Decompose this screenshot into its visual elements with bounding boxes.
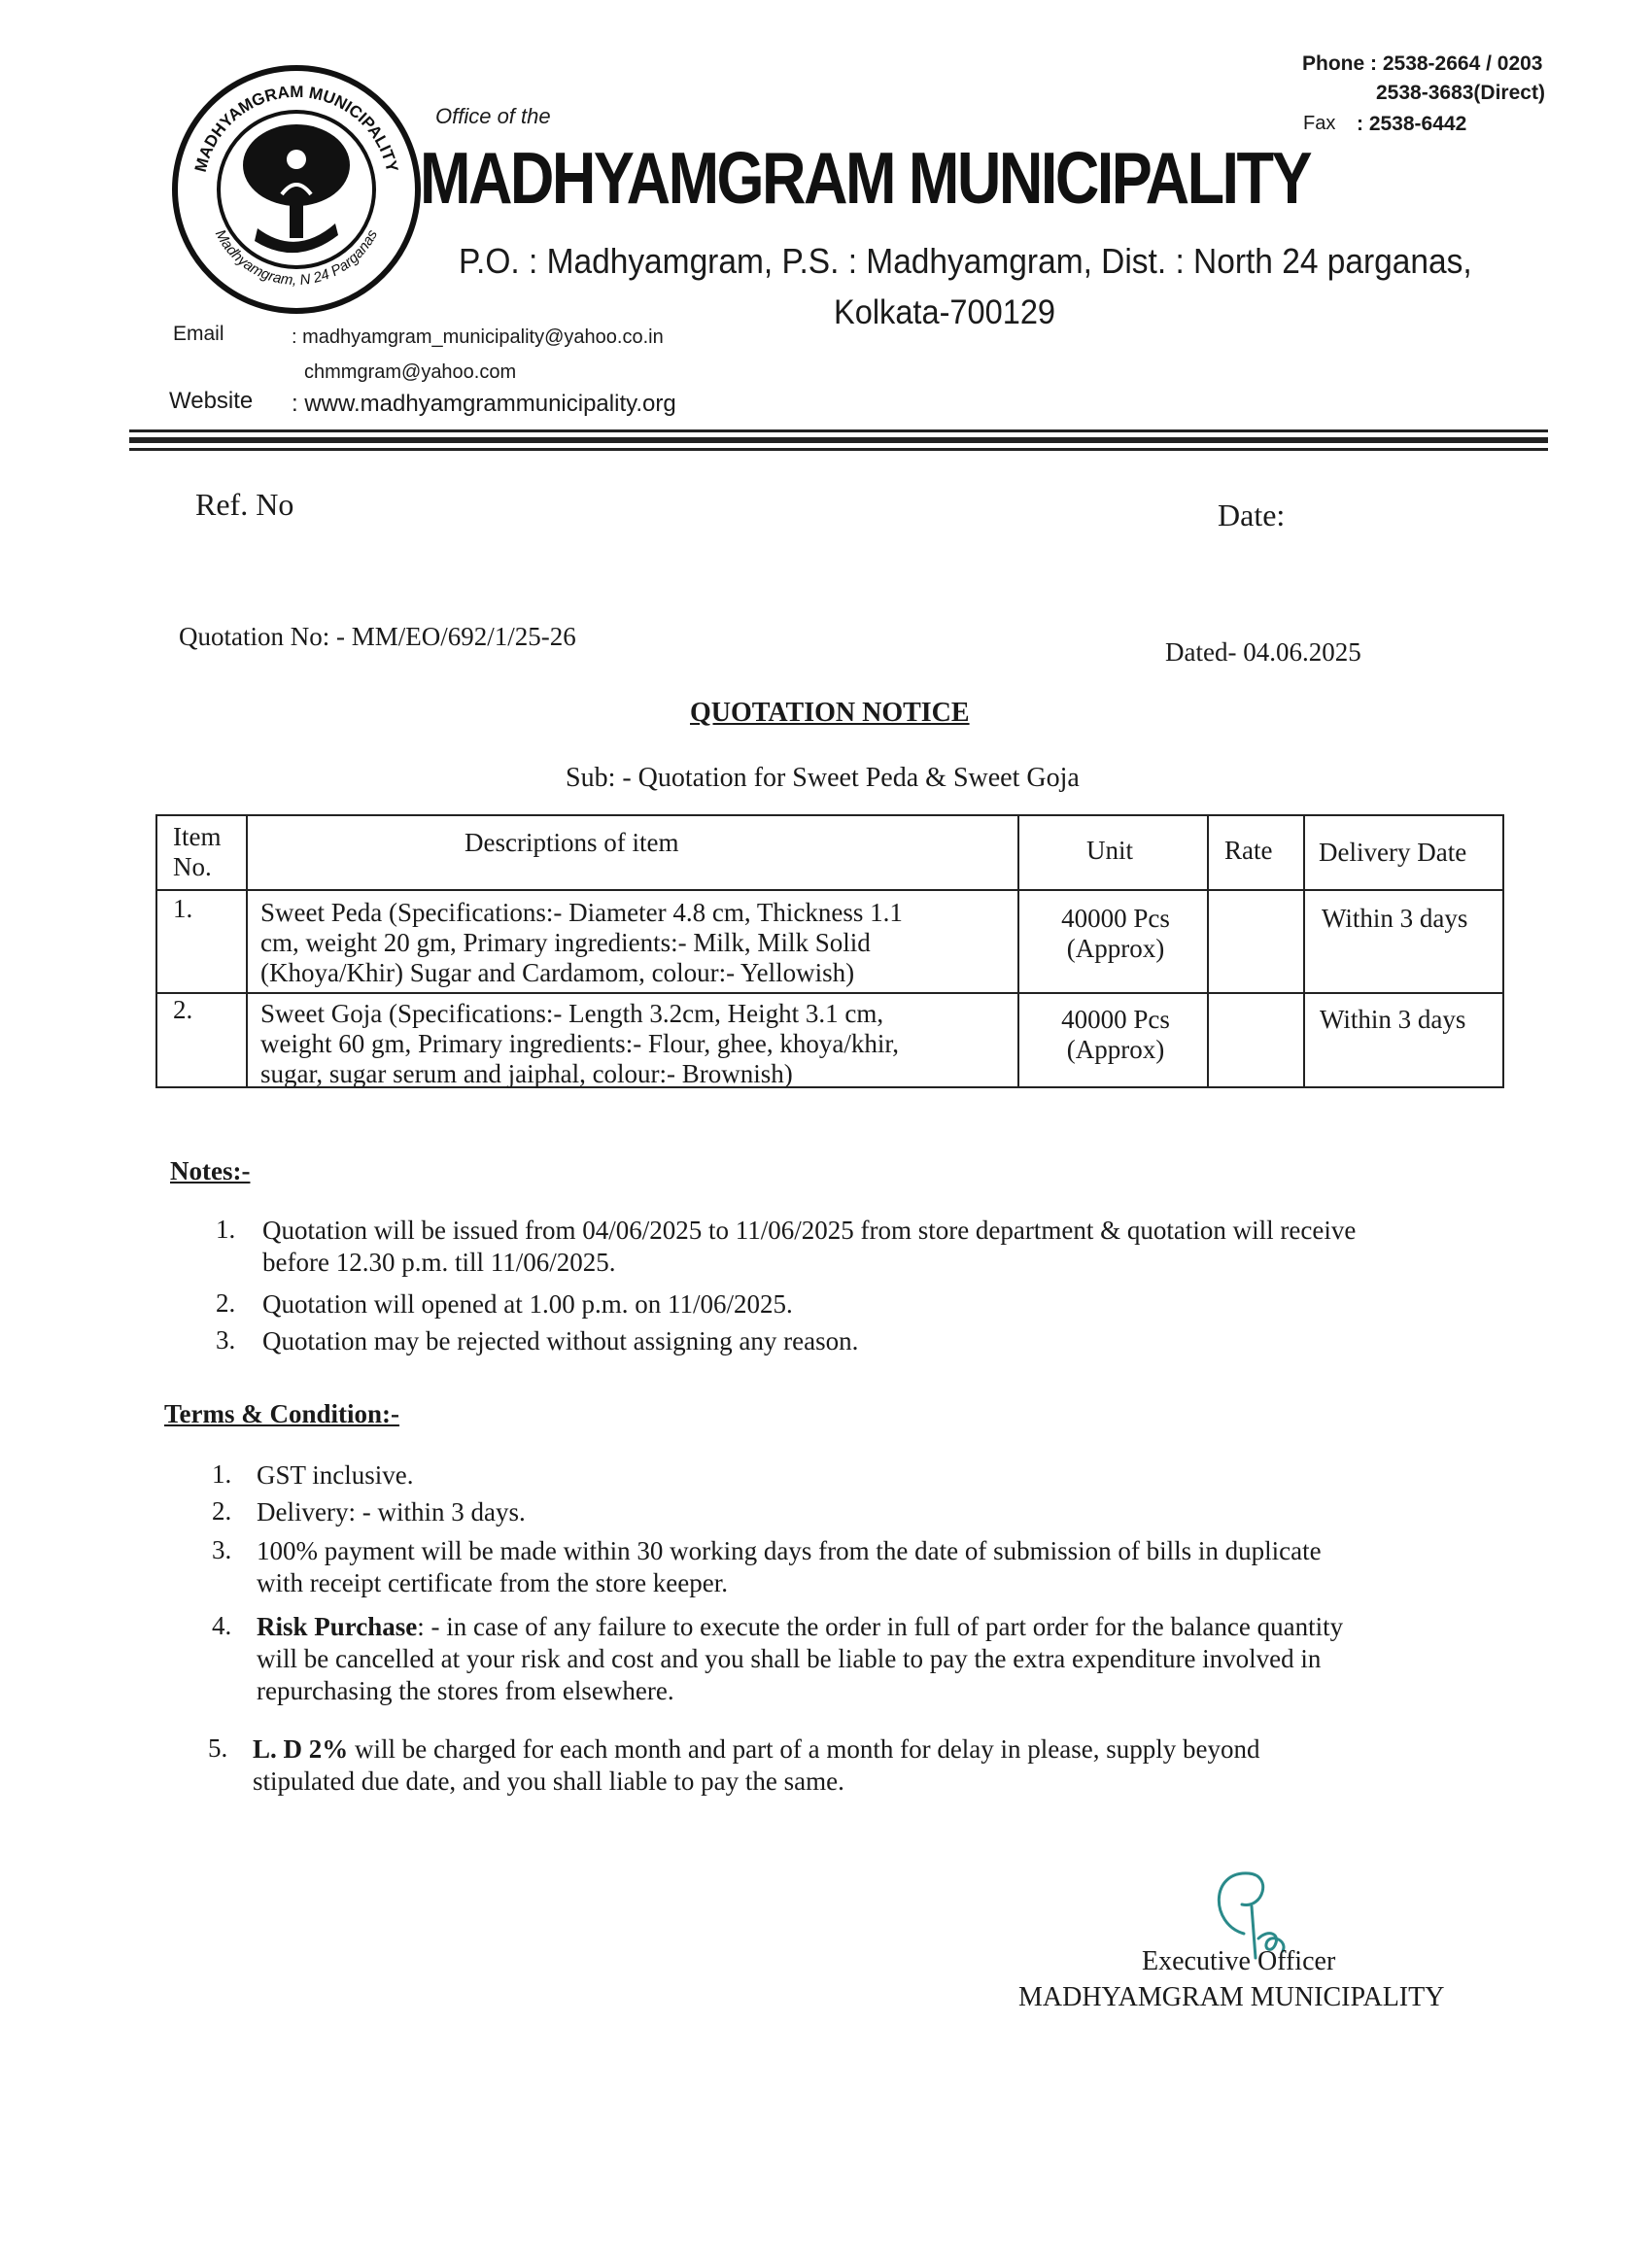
- row1-unit: [1048, 904, 1184, 964]
- terms-item-1-text: GST inclusive.: [257, 1460, 414, 1490]
- notes-item-1-text: [262, 1215, 1356, 1279]
- terms-item-4-line1-text: : - in case of any failure to execute the order in full of part order for the balance quantity: [417, 1612, 1344, 1641]
- terms-item-4-text: [257, 1611, 1343, 1707]
- terms-item-5-line1-text: will be charged for each month and part of a month for delay in please, supply beyond: [348, 1734, 1260, 1764]
- terms-item-5-line1: [253, 1733, 1260, 1766]
- header-rate: Rate: [1224, 836, 1273, 865]
- row2-description-line2: weight 60 gm, Primary ingredients:- Flour, ghee, khoya/khir,: [260, 1029, 899, 1058]
- terms-item-3-line2: with receipt certificate from the store keeper.: [257, 1568, 729, 1597]
- header-description: Descriptions of item: [465, 828, 679, 857]
- row1-description-line2: cm, weight 20 gm, Primary ingredients:- Milk, Milk Solid: [260, 928, 871, 957]
- website-url: : www.madhyamgrammunicipality.org: [292, 391, 676, 417]
- row2-unit-approx: (Approx): [1066, 1035, 1165, 1064]
- notes-heading: Notes:-: [170, 1156, 251, 1185]
- row1-item-no: 1.: [173, 894, 193, 923]
- row2-description-line1: Sweet Goja (Specifications:- Length 3.2cm, Height 3.1 cm,: [260, 999, 884, 1028]
- notes-item-1-line1: Quotation will be issued from 04/06/2025 to 11/06/2025 from store department & quotation will receive: [262, 1216, 1357, 1245]
- terms-item-2-number: 2.: [212, 1496, 232, 1526]
- row1-delivery: Within 3 days: [1322, 904, 1468, 933]
- risk-purchase-label: Risk Purchase: [257, 1612, 418, 1641]
- row2-unit-qty: 40000 Pcs: [1061, 1005, 1170, 1034]
- terms-item-5-number: 5.: [208, 1733, 228, 1763]
- header-unit: Unit: [1086, 836, 1134, 865]
- email-address-2: chmmgram@yahoo.com: [304, 361, 517, 383]
- notes-item-2-text: Quotation will opened at 1.00 p.m. on 11/06/2025.: [262, 1289, 793, 1319]
- svg-text:Madhyamgram, N 24 Parganas: Madhyamgram, N 24 Parganas: [211, 226, 382, 290]
- signatory-designation: Executive Officer: [1142, 1946, 1336, 1976]
- header-divider-1: [129, 429, 1548, 432]
- terms-item-3-line1: 100% payment will be made within 30 working days from the date of submission of bills in duplicate: [257, 1536, 1322, 1565]
- email-address-1: : madhyamgram_municipality@yahoo.co.in: [292, 326, 664, 348]
- header-item-no-line1: Item: [173, 822, 222, 851]
- website-label: Website: [169, 388, 254, 414]
- notes-item-2-number: 2.: [216, 1288, 236, 1318]
- header-delivery-date: Delivery Date: [1319, 838, 1467, 867]
- row1-unit-approx: (Approx): [1066, 934, 1165, 963]
- row2-delivery: Within 3 days: [1320, 1005, 1466, 1034]
- terms-item-5-text: [253, 1733, 1260, 1798]
- ref-no-label: Ref. No: [195, 487, 294, 522]
- ld-label: L. D 2%: [253, 1734, 349, 1764]
- row2-item-no: 2.: [173, 995, 193, 1024]
- quotation-number: Quotation No: - MM/EO/692/1/25-26: [179, 622, 576, 651]
- address-line-1: P.O. : Madhyamgram, P.S. : Madhyamgram, Dist. : North 24 parganas,: [459, 241, 1472, 281]
- fax-number: : 2538-6442: [1357, 113, 1467, 135]
- notes-item-3-number: 3.: [216, 1325, 236, 1355]
- terms-item-3-number: 3.: [212, 1535, 232, 1564]
- row1-description-line1: Sweet Peda (Specifications:- Diameter 4.8 cm, Thickness 1.1: [260, 898, 903, 927]
- notes-item-3-text: Quotation may be rejected without assigning any reason.: [262, 1326, 859, 1355]
- terms-item-4-line1: [257, 1611, 1343, 1643]
- address-line-2: Kolkata-700129: [834, 293, 1056, 331]
- date-label: Date:: [1218, 497, 1286, 532]
- office-of-label: Office of the: [435, 104, 551, 128]
- quotation-table: [155, 814, 1504, 1088]
- row1-description: [260, 898, 903, 988]
- header-item-no: [173, 822, 221, 882]
- signatory-organization: MADHYAMGRAM MUNICIPALITY: [1018, 1982, 1445, 2012]
- row1-unit-qty: 40000 Pcs: [1061, 904, 1170, 933]
- header-divider-3: [129, 448, 1548, 451]
- row2-unit: [1048, 1005, 1184, 1065]
- terms-item-4-line2: will be cancelled at your risk and cost and you shall be liable to pay the extra expenditure involved in: [257, 1644, 1322, 1673]
- svg-text:MADHYAMGRAM MUNICIPALITY: MADHYAMGRAM MUNICIPALITY: [190, 82, 402, 174]
- municipality-title: MADHYAMGRAM MUNICIPALITY: [420, 137, 1310, 219]
- terms-item-5-line2: stipulated due date, and you shall liable to pay the same.: [253, 1767, 844, 1796]
- phone-direct: 2538-3683(Direct): [1376, 82, 1545, 104]
- phone-numbers: Phone : 2538-2664 / 0203: [1302, 52, 1543, 75]
- notes-item-1-number: 1.: [216, 1215, 236, 1244]
- email-label: Email: [173, 323, 224, 345]
- fax-label: Fax: [1303, 113, 1336, 134]
- header-divider-2: [129, 437, 1548, 443]
- notice-title: QUOTATION NOTICE: [690, 698, 970, 728]
- row2-description-line3: sugar, sugar serum and jaiphal, colour:- Brownish): [260, 1059, 793, 1088]
- terms-item-3-text: [257, 1535, 1322, 1599]
- terms-item-2-text: Delivery: - within 3 days.: [257, 1497, 526, 1526]
- row2-description: [260, 999, 899, 1089]
- terms-item-4-line3: repurchasing the stores from elsewhere.: [257, 1676, 674, 1705]
- header-item-no-line2: No.: [173, 852, 212, 881]
- terms-heading: Terms & Condition:-: [164, 1399, 400, 1428]
- subject-line: Sub: - Quotation for Sweet Peda & Sweet Goja: [566, 763, 1080, 793]
- terms-item-4-number: 4.: [212, 1611, 232, 1640]
- municipality-seal-logo: [165, 58, 428, 321]
- quotation-date: Dated- 04.06.2025: [1165, 637, 1361, 667]
- row1-description-line3: (Khoya/Khir) Sugar and Cardamom, colour:- Yellowish): [260, 958, 855, 987]
- terms-item-1-number: 1.: [212, 1459, 232, 1489]
- notes-item-1-line2: before 12.30 p.m. till 11/06/2025.: [262, 1248, 616, 1277]
